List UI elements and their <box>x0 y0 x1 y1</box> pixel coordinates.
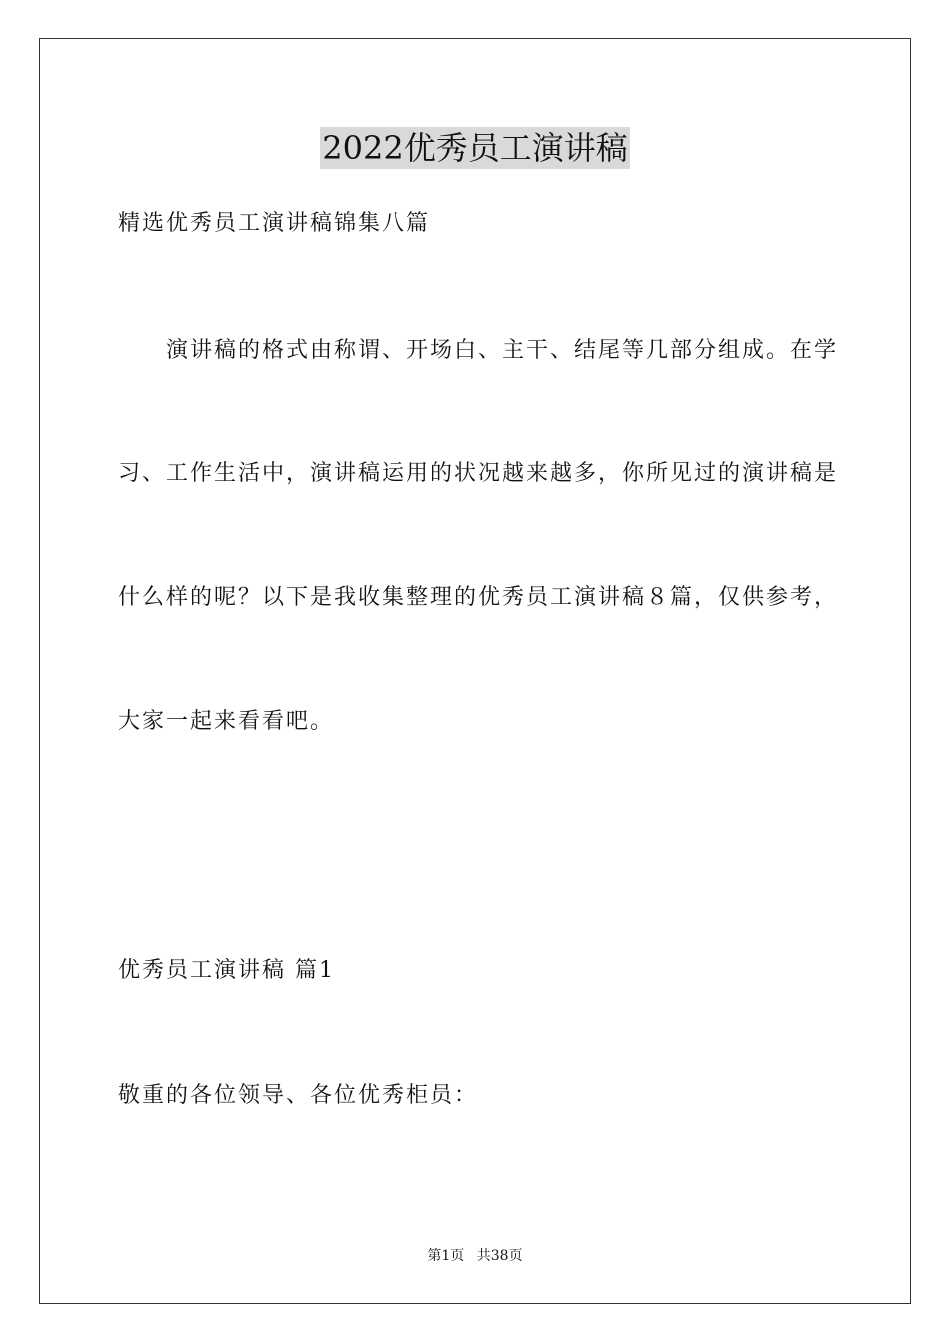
intro-paragraph-line-3: 什么样的呢？以下是我收集整理的优秀员工演讲稿８篇，仅供参考， <box>118 585 839 610</box>
page-number: 第1页 <box>427 1248 465 1264</box>
title-container <box>0 127 950 169</box>
document-title: 2022优秀员工演讲稿 <box>322 129 628 167</box>
intro-paragraph-line-4: 大家一起来看看吧。 <box>118 709 335 734</box>
page-footer <box>0 1247 950 1265</box>
greeting-line: 敬重的各位领导、各位优秀柜员： <box>118 1083 479 1108</box>
intro-paragraph-line-2: 习、工作生活中，演讲稿运用的状况越来越多，你所见过的演讲稿是 <box>118 461 839 486</box>
section-heading: 优秀员工演讲稿 篇1 <box>118 958 335 983</box>
page-total: 共38页 <box>476 1248 523 1264</box>
document-subtitle: 精选优秀员工演讲稿锦集八篇 <box>118 211 431 236</box>
intro-paragraph-line-1: 演讲稿的格式由称谓、开场白、主干、结尾等几部分组成。在学 <box>166 338 839 363</box>
